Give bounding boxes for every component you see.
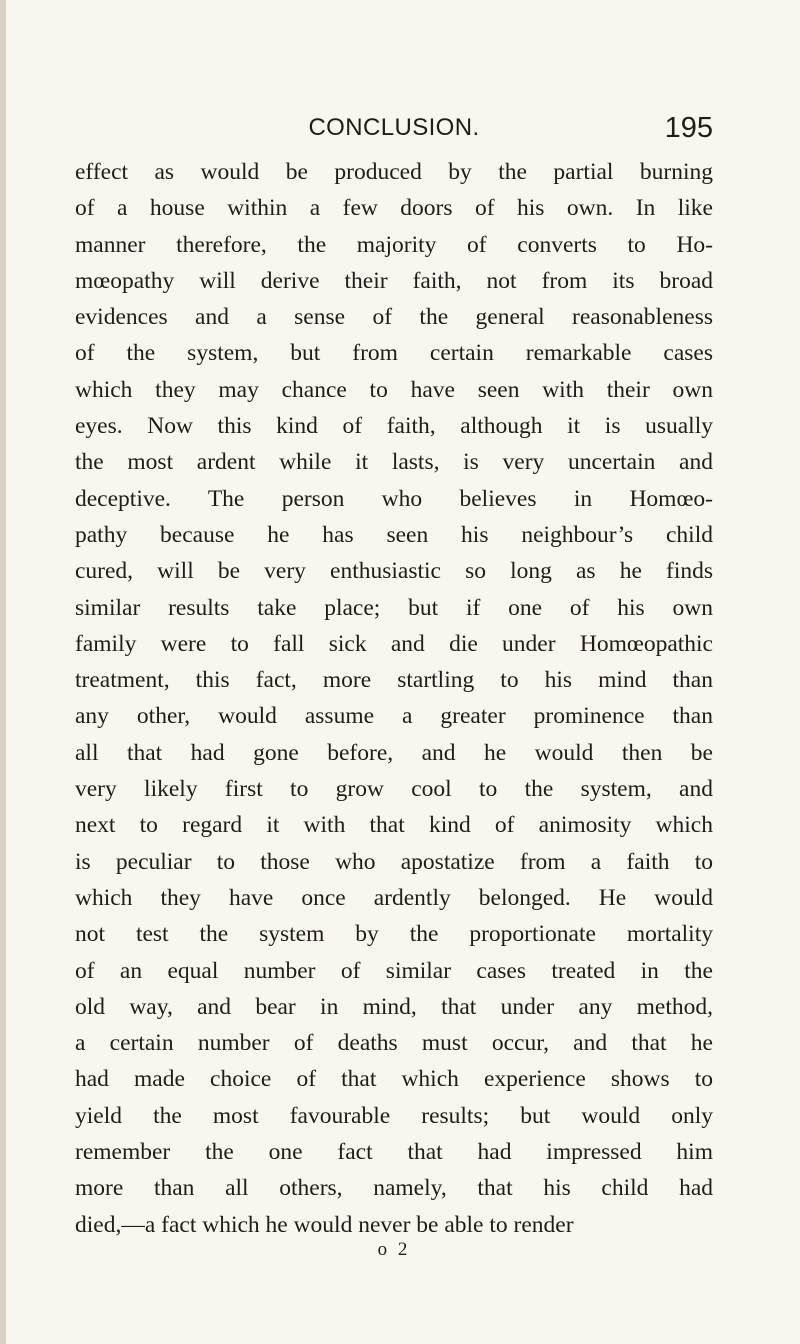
text-line: very likely first to grow cool to the system, and <box>75 776 713 803</box>
text-line: more than all others, namely, that his child had <box>75 1175 713 1202</box>
text-line: deceptive. The person who believes in Homœo- <box>75 485 713 512</box>
text-line: yield the most favourable results; but would only <box>75 1102 713 1129</box>
text-line: any other, would assume a greater prominence than <box>75 703 713 730</box>
text-line: similar results take place; but if one of his own <box>75 594 713 621</box>
text-line: of an equal number of similar cases treated in the <box>75 957 713 984</box>
text-line: which they may chance to have seen with their own <box>75 376 713 403</box>
text-line: cured, will be very enthusiastic so long as he finds <box>75 558 713 585</box>
text-line: the most ardent while it lasts, is very uncertain and <box>75 449 713 476</box>
text-line: treatment, this fact, more startling to his mind than <box>75 667 713 694</box>
text-line: not test the system by the proportionate mortality <box>75 921 713 948</box>
text-line: of the system, but from certain remarkable cases <box>75 340 713 367</box>
text-line: manner therefore, the majority of converts to Ho- <box>75 231 713 258</box>
text-line: evidences and a sense of the general reasonableness <box>75 304 713 331</box>
text-line: effect as would be produced by the partial burning <box>75 159 713 185</box>
text-line: eyes. Now this kind of faith, although it is usually <box>75 413 713 440</box>
page-edge-shadow <box>0 0 6 1344</box>
text-line: a certain number of deaths must occur, and that he <box>75 1030 713 1057</box>
text-line: had made choice of that which experience shows to <box>75 1066 713 1093</box>
text-line: remember the one fact that had impressed him <box>75 1139 713 1166</box>
text-line: pathy because he has seen his neighbour’s child <box>75 521 713 548</box>
signature-mark: o 2 <box>377 1239 411 1260</box>
running-title: CONCLUSION. <box>308 114 480 141</box>
text-line: old way, and bear in mind, that under any method, <box>75 993 713 1020</box>
text-line: all that had gone before, and he would then be <box>75 739 713 766</box>
text-line: which they have once ardently belonged. He would <box>75 884 713 911</box>
text-line: of a house within a few doors of his own. In like <box>75 195 713 222</box>
text-line: mœopathy will derive their faith, not from its broad <box>75 267 713 294</box>
page-number: 195 <box>664 112 713 144</box>
running-head <box>75 114 713 144</box>
body-text <box>75 154 713 1260</box>
text-line: died,—a fact which he would never be able to render <box>75 1211 574 1238</box>
text-line: is peculiar to those who apostatize from a faith to <box>75 848 713 875</box>
text-line: family were to fall sick and die under Homœopathic <box>75 630 713 657</box>
text-line: next to regard it with that kind of animosity which <box>75 812 713 839</box>
